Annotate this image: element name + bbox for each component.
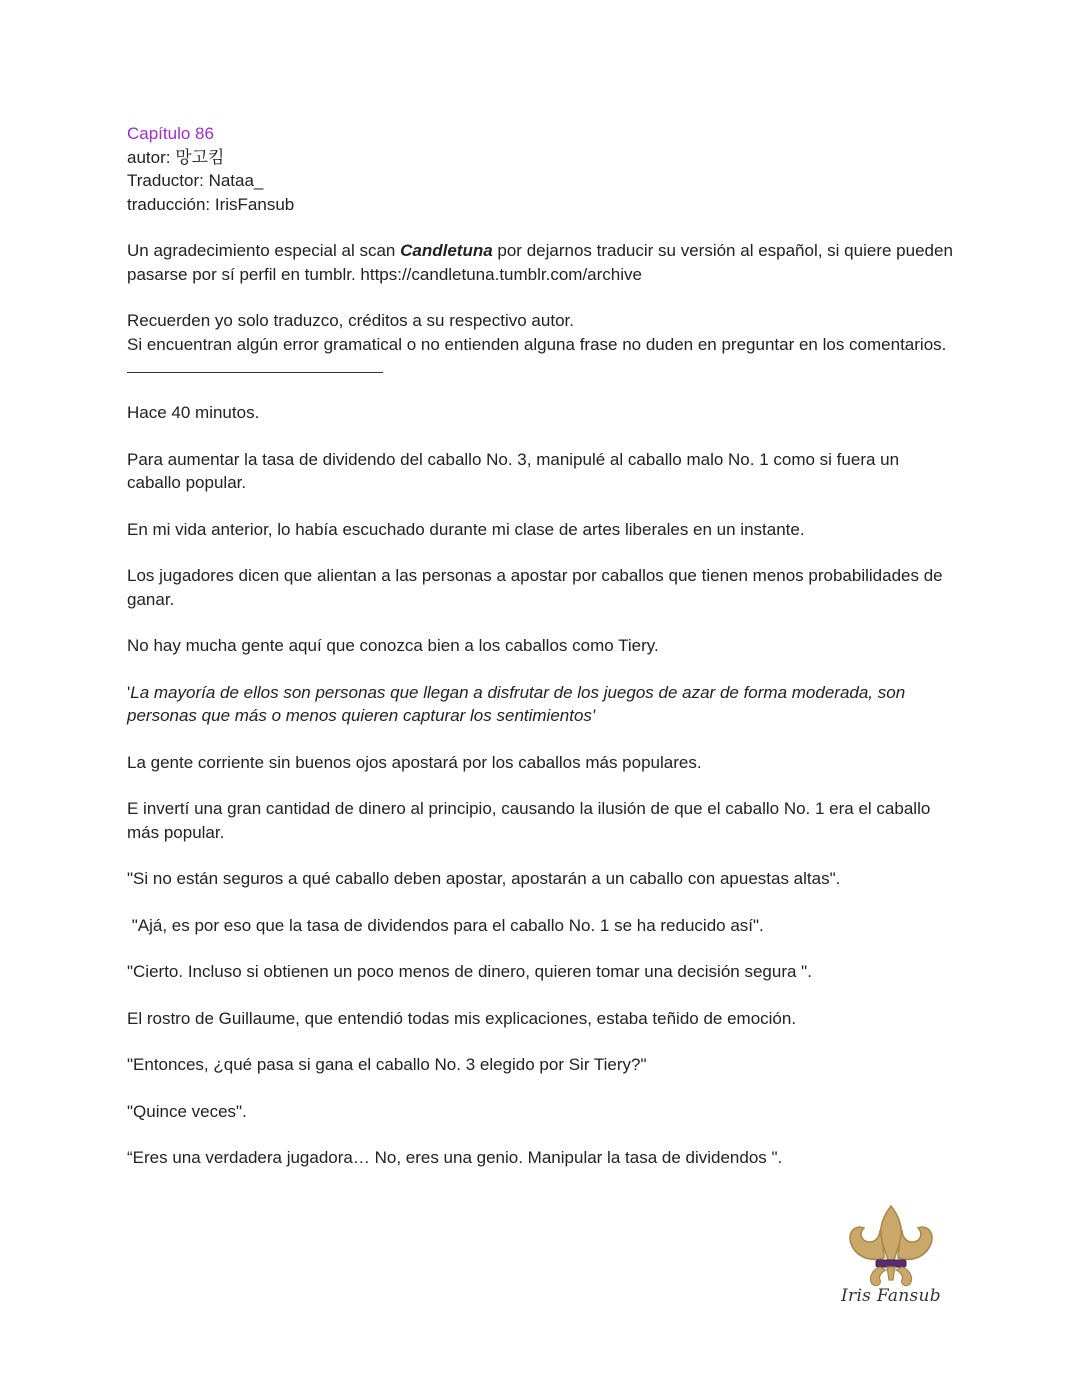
quote-mark: ' bbox=[127, 682, 131, 702]
thanks-text-after: por dejarnos traducir su versión al español, si quiere pueden pasarse por sí perfil en tumblr. https://candletuna.tumblr.com/archive bbox=[127, 241, 953, 284]
body-paragraph-5: No hay mucha gente aquí que conozca bien a los caballos como Tiery. bbox=[127, 636, 659, 655]
body-paragraph-3: En mi vida anterior, lo había escuchado durante mi clase de artes liberales en un instante. bbox=[127, 519, 805, 539]
separator-rule bbox=[127, 372, 383, 373]
body-paragraph-9: "Si no están seguros a qué caballo deben apostar, apostarán a un caballo con apuestas altas". bbox=[127, 869, 841, 888]
body-paragraph-14: "Quince veces". bbox=[127, 1101, 247, 1121]
body-paragraph-12: El rostro de Guillaume, que entendió todas mis explicaciones, estaba teñido de emoción. bbox=[127, 1008, 797, 1028]
italic-thought: La mayoría de ellos son personas que llegan a disfrutar de los juegos de azar de forma moderada, son personas que más o menos quieren capturar los sentimientos' bbox=[127, 682, 906, 725]
chapter-title: Capítulo 86 bbox=[127, 124, 214, 143]
document-page bbox=[127, 122, 957, 1193]
body-paragraph-7: La gente corriente sin buenos ojos apostará por los caballos más populares. bbox=[127, 752, 702, 772]
notice-line-2: Si encuentran algún error gramatical o no entienden alguna frase no duden en preguntar en los comentarios. bbox=[127, 334, 947, 354]
body-paragraph-15: “Eres una verdadera jugadora… No, eres una genio. Manipular la tasa de dividendos ". bbox=[127, 1148, 783, 1167]
translator-line: Traductor: Nataa_ bbox=[127, 171, 264, 190]
body-paragraph-2: Para aumentar la tasa de dividendo del caballo No. 3, manipulé al caballo malo No. 1 como si fuera un caballo popular. bbox=[127, 449, 900, 492]
body-paragraph-8: E invertí una gran cantidad de dinero al principio, causando la ilusión de que el caballo No. 1 era el caballo más popular. bbox=[127, 799, 931, 842]
translation-line: traducción: IrisFansub bbox=[127, 194, 295, 214]
chapter-header bbox=[127, 122, 957, 216]
iris-fansub-logo bbox=[836, 1200, 946, 1320]
scan-name: Candletuna bbox=[400, 241, 493, 260]
body-paragraph-13: "Entonces, ¿qué pasa si gana el caballo No. 3 elegido por Sir Tiery?" bbox=[127, 1055, 647, 1074]
logo-text: Iris Fansub bbox=[841, 1286, 941, 1306]
body-paragraph-1: Hace 40 minutos. bbox=[127, 403, 260, 422]
body-paragraph-10: "Ajá, es por eso que la tasa de dividendos para el caballo No. 1 se ha reducido así". bbox=[127, 915, 764, 935]
thanks-paragraph bbox=[127, 239, 957, 286]
fleur-de-lis-icon bbox=[836, 1200, 946, 1290]
notice-block bbox=[127, 309, 957, 356]
body-paragraph-11: "Cierto. Incluso si obtienen un poco menos de dinero, quieren tomar una decisión segura ". bbox=[127, 962, 812, 981]
notice-line-1: Recuerden yo solo traduzco, créditos a su respectivo autor. bbox=[127, 311, 574, 330]
thanks-text-before: Un agradecimiento especial al scan bbox=[127, 241, 401, 260]
body-paragraph-4: Los jugadores dicen que alientan a las personas a apostar por caballos que tienen menos probabilidades de ganar. bbox=[127, 566, 943, 609]
author-line: autor: 망고킴 bbox=[127, 147, 225, 167]
body-paragraph-6 bbox=[127, 681, 957, 728]
